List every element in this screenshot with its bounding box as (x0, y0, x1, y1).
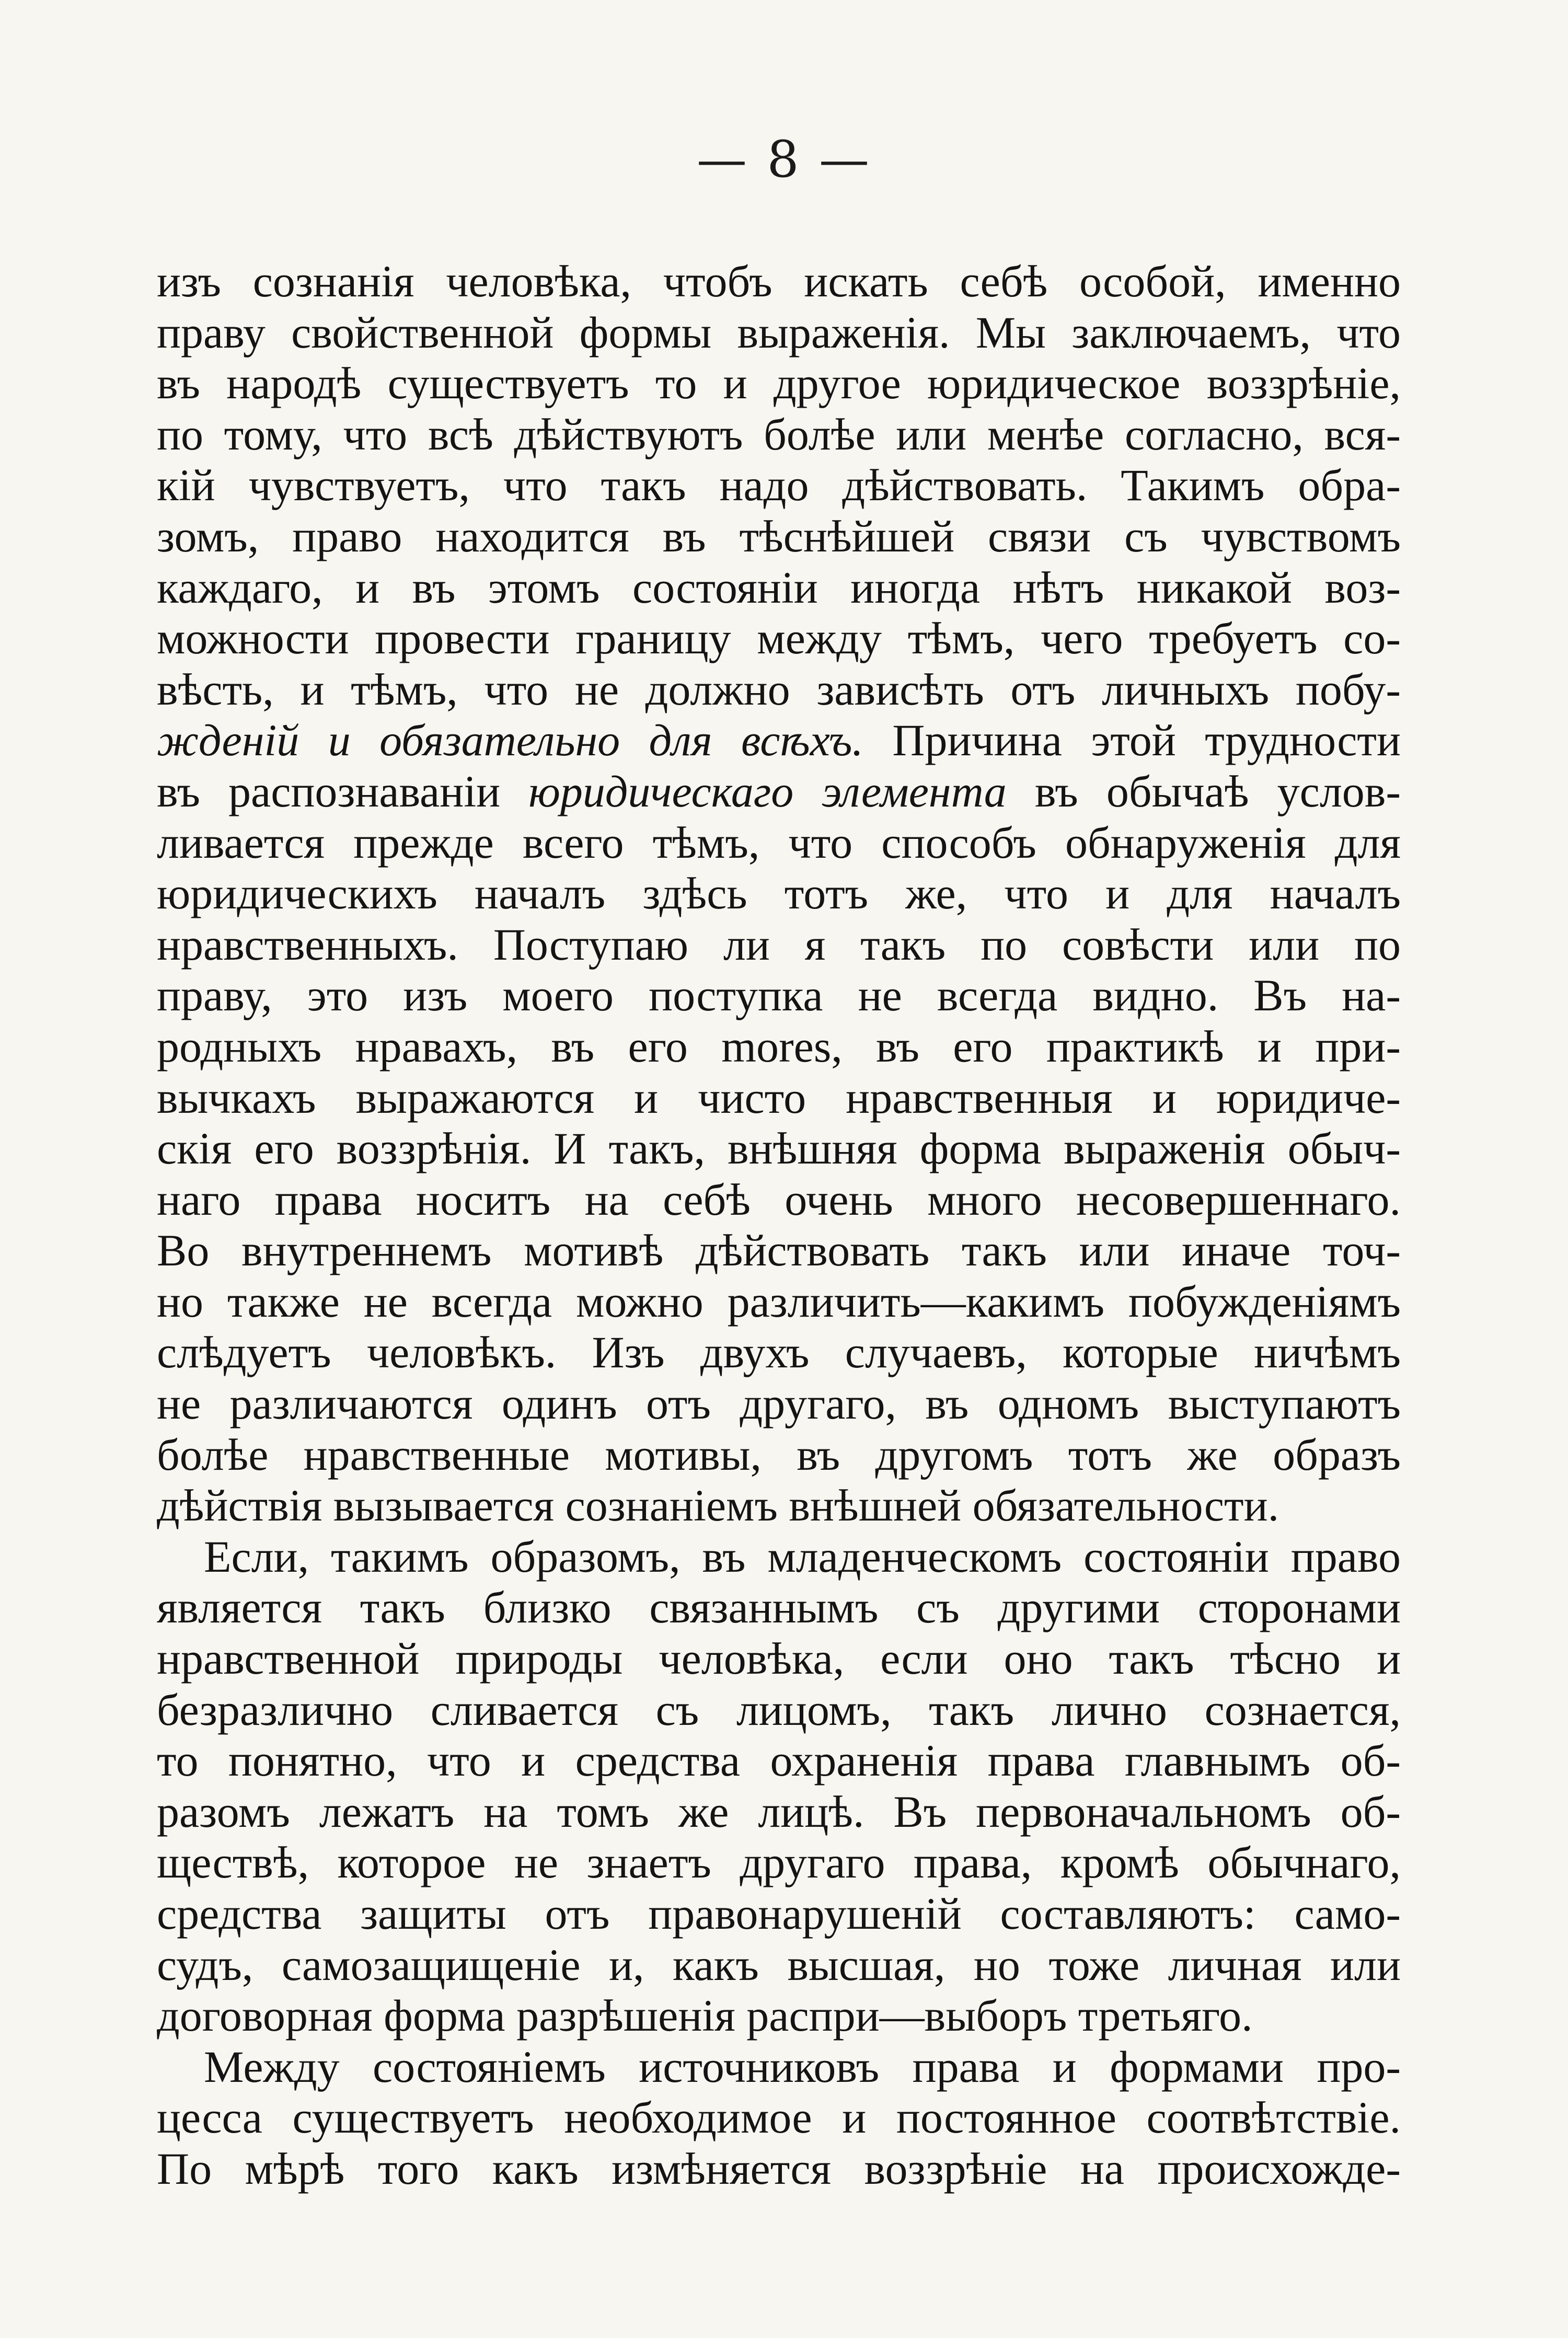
text-line: слѣдуетъ человѣкъ. Изъ двухъ случаевъ, которые ничѣмъ (157, 1327, 1401, 1378)
text-line: кій чувствуетъ, что такъ надо дѣйствовать. Такимъ обра- (157, 460, 1401, 511)
text-line: праву, это изъ моего поступка не всегда видно. Въ на- (157, 970, 1401, 1021)
text-line: нравственныхъ. Поступаю ли я такъ по совѣсти или по (157, 919, 1401, 970)
text-line: родныхъ нравахъ, въ его mores, въ его практикѣ и при- (157, 1021, 1401, 1072)
text-line (157, 715, 1401, 766)
line-rest: Причина этой трудности (863, 715, 1401, 766)
text-line: ществѣ, которое не знаетъ другаго права, кромѣ обычнаго, (157, 1837, 1401, 1888)
text-line: ливается прежде всего тѣмъ, что способъ обнаруженія для (157, 817, 1401, 868)
line-start: въ распознаваніи (157, 766, 529, 816)
text-line (157, 766, 1401, 817)
text-line: праву свойственной формы выраженія. Мы заключаемъ, что (157, 307, 1401, 358)
text-line: является такъ близко связаннымъ съ другими сторонами (157, 1582, 1401, 1633)
text-line: вычкахъ выражаются и чисто нравственныя и юридиче- (157, 1072, 1401, 1123)
paragraph-end-line: договорная форма разрѣшенія распри—выборъ третьяго. (157, 1990, 1253, 2041)
text-line: наго права носитъ на себѣ очень много несовершеннаго. (157, 1174, 1401, 1225)
italic-phrase: жденій и обязательно для всѣхъ. (157, 715, 863, 766)
italic-phrase: юридическаго элемента (528, 766, 1007, 816)
text-line: Во внутреннемъ мотивѣ дѣйствовать такъ или иначе точ- (157, 1225, 1401, 1276)
text-line: болѣе нравственные мотивы, въ другомъ тотъ же образъ (157, 1429, 1401, 1480)
text-line: разомъ лежатъ на томъ же лицѣ. Въ первоначальномъ об- (157, 1786, 1401, 1837)
text-line: юридическихъ началъ здѣсь тотъ же, что и для началъ (157, 868, 1401, 919)
text-line: По мѣрѣ того какъ измѣняется воззрѣніе на происхожде- (157, 2143, 1401, 2194)
text-line: скія его воззрѣнія. И такъ, внѣшняя форма выраженія обыч- (157, 1123, 1401, 1174)
text-line: въ народѣ существуетъ то и другое юридическое воззрѣніе, (157, 358, 1401, 409)
page-number: — 8 — (696, 130, 872, 189)
text-line: безразлично сливается съ лицомъ, такъ лично сознается, (157, 1684, 1401, 1735)
text-line: изъ сознанія человѣка, чтобъ искать себѣ особой, именно (157, 256, 1401, 306)
text-line: можности провести границу между тѣмъ, чего требуетъ со- (157, 613, 1401, 664)
text-line: каждаго, и въ этомъ состояніи иногда нѣтъ никакой воз- (157, 562, 1401, 613)
text-line: по тому, что всѣ дѣйствуютъ болѣе или менѣе согласно, вся- (157, 409, 1401, 459)
text-line: цесса существуетъ необходимое и постоянное соотвѣтствіе. (157, 2092, 1401, 2143)
text-line: зомъ, право находится въ тѣснѣйшей связи съ чувствомъ (157, 511, 1401, 561)
text-line: вѣсть, и тѣмъ, что не должно зависѣть отъ личныхъ побу- (157, 664, 1401, 715)
paragraph-end-line: дѣйствія вызывается сознаніемъ внѣшней обязательности. (157, 1480, 1279, 1531)
text-line: но также не всегда можно различить—какимъ побужденіямъ (157, 1276, 1401, 1327)
text-line: средства защиты отъ правонарушеній составляютъ: само- (157, 1888, 1401, 1939)
paragraph-start-line: Если, такимъ образомъ, въ младенческомъ состояніи право (204, 1531, 1401, 1582)
text-line: нравственной природы человѣка, если оно такъ тѣсно и (157, 1633, 1401, 1684)
text-line: не различаются одинъ отъ другаго, въ одномъ выступаютъ (157, 1378, 1401, 1429)
body-text (157, 256, 1401, 2195)
line-rest: въ обычаѣ услов- (1006, 766, 1401, 816)
text-line: то понятно, что и средства охраненія права главнымъ об- (157, 1735, 1401, 1786)
text-line: судъ, самозащищеніе и, какъ высшая, но тоже личная или (157, 1939, 1401, 1990)
paragraph-start-line: Между состояніемъ источниковъ права и формами про- (204, 2041, 1401, 2092)
